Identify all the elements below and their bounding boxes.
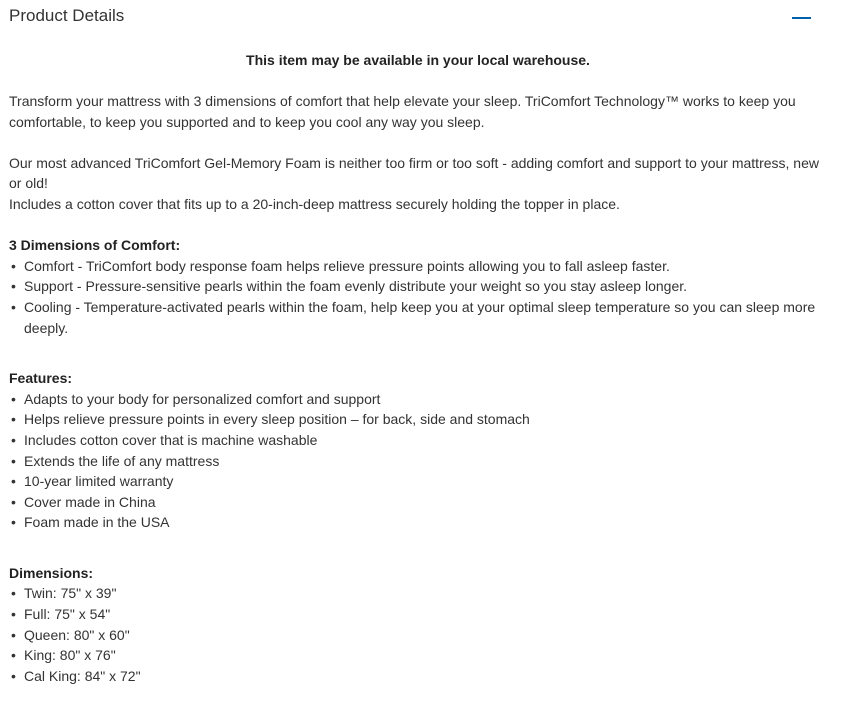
list-item: • 10-year limited warranty	[9, 471, 834, 492]
product-details-header[interactable]	[9, 5, 825, 29]
list-item: • Foam made in the USA	[9, 512, 834, 533]
list-item: • Adapts to your body for personalized comfort and support	[9, 389, 834, 410]
comfort-dimensions-title: 3 Dimensions of Comfort:	[9, 237, 181, 254]
list-item: • Extends the life of any mattress	[9, 451, 834, 472]
comfort-dimensions-list	[9, 256, 834, 338]
list-item: • Twin: 75" x 39"	[9, 583, 834, 604]
product-description	[9, 91, 834, 686]
list-item: • Cooling - Temperature-activated pearls within the foam, help keep you at your optimal sleep temperature so you can sleep more deeply.	[9, 297, 834, 338]
warehouse-notice: This item may be available in your local warehouse.	[246, 52, 590, 68]
section-title: Product Details	[9, 6, 125, 25]
list-item: • Support - Pressure-sensitive pearls within the foam evenly distribute your weight so you stay asleep longer.	[9, 276, 834, 297]
features-title: Features:	[9, 370, 73, 387]
dimensions-title: Dimensions:	[9, 564, 94, 581]
list-item: • Full: 75" x 54"	[9, 604, 834, 625]
collapse-button[interactable]	[791, 7, 813, 27]
list-item: • Queen: 80" x 60"	[9, 625, 834, 646]
list-item: • Comfort - TriComfort body response foam helps relieve pressure points allowing you to fall asleep faster.	[9, 256, 834, 277]
list-item: • King: 80" x 76"	[9, 645, 834, 666]
foam-paragraph: Our most advanced TriComfort Gel-Memory Foam is neither too firm or too soft - adding comfort and support to your mattress, new or old!	[9, 154, 819, 192]
list-item: • Includes cotton cover that is machine washable	[9, 430, 834, 451]
features-list	[9, 389, 834, 533]
minus-icon	[792, 17, 811, 19]
list-item: • Helps relieve pressure points in every sleep position – for back, side and stomach	[9, 409, 834, 430]
list-item: • Cover made in China	[9, 492, 834, 513]
cover-paragraph: Includes a cotton cover that fits up to a 20-inch-deep mattress securely holding the topper in place.	[9, 195, 620, 212]
intro-paragraph: Transform your mattress with 3 dimensions of comfort that help elevate your sleep. TriComfort Technology™ works to keep you comfortable, to keep you supported and to keep you cool any way you sleep.	[9, 93, 796, 130]
dimensions-list	[9, 583, 834, 686]
list-item: • Cal King: 84" x 72"	[9, 666, 834, 687]
